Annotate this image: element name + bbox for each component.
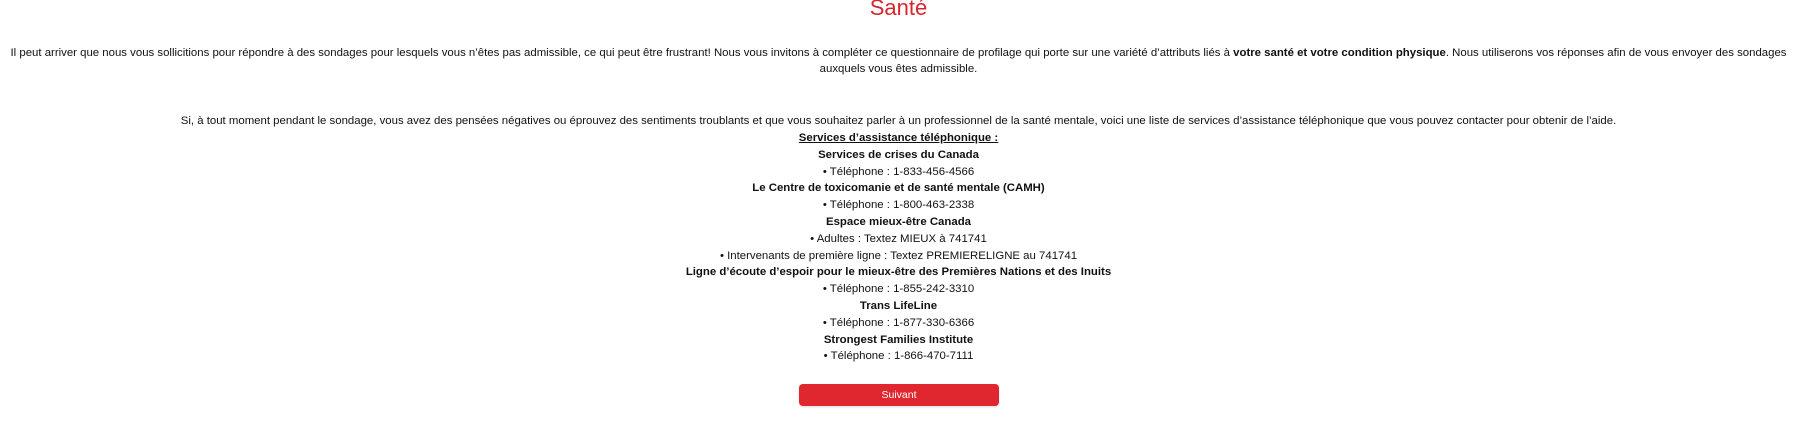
- service-name: Services de crises du Canada: [818, 148, 979, 161]
- next-button[interactable]: Suivant: [799, 384, 999, 406]
- mental-health-notice: Si, à tout moment pendant le sondage, vous avez des pensées négatives ou éprouvez des sentiments troublants et que vous souhaitez parler à un professionnel de la santé mentale, voici une liste de services d’assistance téléphonique que vous pouvez contacter pour obtenir de l’aide.: [180, 115, 1617, 127]
- service-item: [0, 298, 1797, 332]
- hotline-list: [0, 130, 1797, 365]
- service-item: [0, 332, 1797, 366]
- service-name: Trans LifeLine: [859, 299, 938, 312]
- service-item: [0, 180, 1797, 214]
- page-title: Santé: [869, 0, 928, 20]
- service-text-frontline: • Intervenants de première ligne : Textez PREMIERELIGNE au 741741: [719, 249, 1078, 262]
- service-item: [0, 264, 1797, 298]
- service-name: Le Centre de toxicomanie et de santé mentale (CAMH): [752, 182, 1045, 195]
- service-text-adults: • Adultes : Textez MIEUX à 741741: [810, 232, 987, 245]
- service-name: Strongest Families Institute: [823, 333, 974, 346]
- service-name: Ligne d’écoute d’espoir pour le mieux-être des Premières Nations et des Inuits: [685, 266, 1112, 279]
- service-phone: • Téléphone : 1-833-456-4566: [822, 165, 975, 178]
- intro-text: [6, 45, 1791, 77]
- service-name: Espace mieux-être Canada: [826, 215, 971, 228]
- intro-text-after: . Nous utiliserons vos réponses afin de vous envoyer des sondages auxquels vous êtes admissible.: [819, 47, 1787, 75]
- service-item: [0, 147, 1797, 181]
- intro-text-bold: votre santé et votre condition physique: [1233, 47, 1446, 59]
- service-phone: • Téléphone : 1-800-463-2338: [822, 199, 975, 212]
- hotline-list-heading: Services d’assistance téléphonique :: [798, 132, 999, 144]
- service-phone: • Téléphone : 1-877-330-6366: [822, 316, 975, 329]
- service-phone: • Téléphone : 1-855-242-3310: [822, 283, 975, 296]
- intro-text-before: Il peut arriver que nous vous sollicitions pour répondre à des sondages pour lesquels vous n’êtes pas admissible, ce qui peut être frustrant! Nous vous invitons à compléter ce questionnaire de profilage qui porte sur une variété d’attributs liés à: [10, 47, 1234, 59]
- service-item: [0, 214, 1797, 264]
- service-phone: • Téléphone : 1-866-470-7111: [823, 350, 974, 363]
